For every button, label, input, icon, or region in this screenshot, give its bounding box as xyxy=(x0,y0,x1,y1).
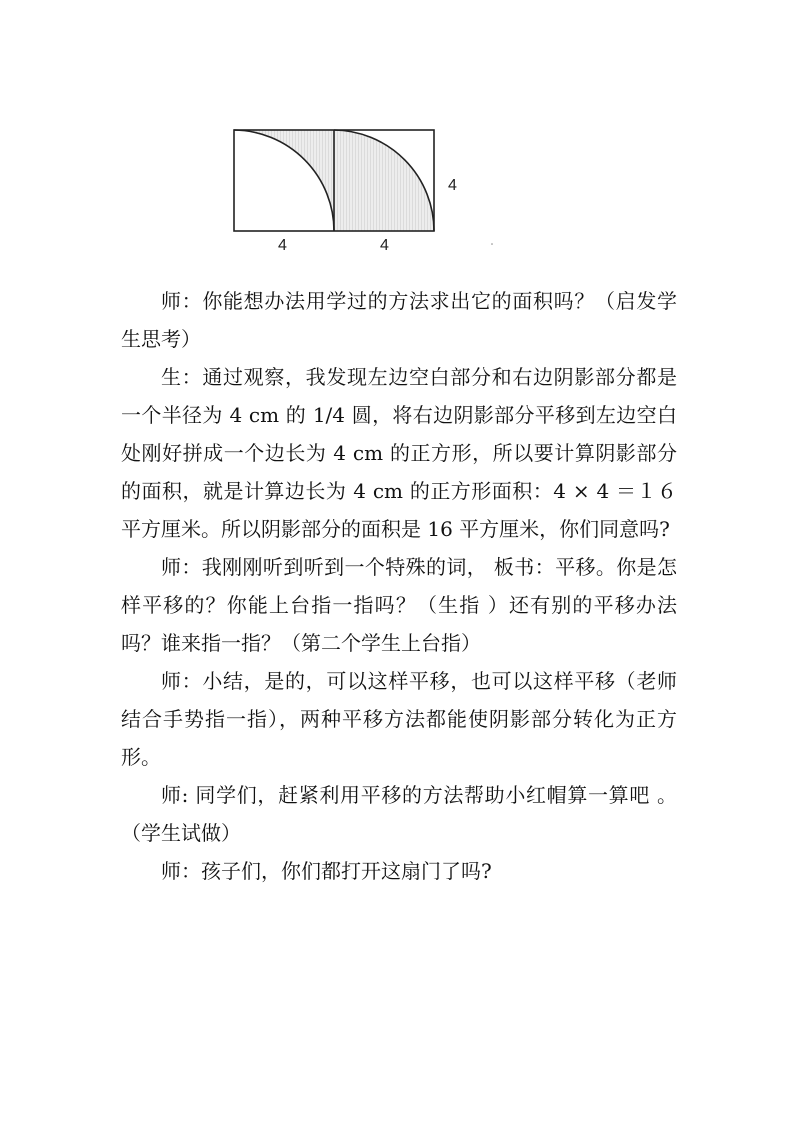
lesson-text xyxy=(121,282,677,890)
figure-svg xyxy=(220,118,510,258)
stray-dot xyxy=(491,243,493,245)
label-bottom-right: 4 xyxy=(380,237,389,254)
paragraph-2: 生：通过观察，我发现左边空白部分和右边阴影部分都是一个半径为 4 cm 的 1/4 圆，将右边阴影部分平移到左边空白处刚好拼成一个边长为 4 cm 的正方形，所以要计算阴影部分的面积，就是计算边长为 4 cm 的正方形面积：4 × 4 ＝１６平方厘米。所以阴影部分的面积是 16 平方厘米，你们同意吗? xyxy=(121,365,677,541)
paragraph-1: 师：你能想办法用学过的方法求出它的面积吗？（启发学生思考） xyxy=(121,289,677,351)
paragraph-6: 师：孩子们，你们都打开这扇门了吗? xyxy=(161,859,492,883)
paragraph-5: 师: 同学们，赶紧利用平移的方法帮助小红帽算一算吧 。（学生试做） xyxy=(121,783,677,845)
left-shaded-region xyxy=(234,130,334,231)
paragraph-4: 师：小结，是的，可以这样平移，也可以这样平移（老师结合手势指一指），两种平移方法都能使阴影部分转化为正方形。 xyxy=(121,669,677,769)
geometry-figure xyxy=(220,118,510,258)
label-right: 4 xyxy=(448,177,457,194)
paragraph-3: 师：我刚刚听到听到一个特殊的词， 板书：平移。你是怎样平移的？你能上台指一指吗？（生指 ）还有别的平移办法吗？谁来指一指？（第二个学生上台指） xyxy=(121,555,677,655)
label-bottom-left: 4 xyxy=(278,237,287,254)
right-shaded-region xyxy=(334,130,434,231)
